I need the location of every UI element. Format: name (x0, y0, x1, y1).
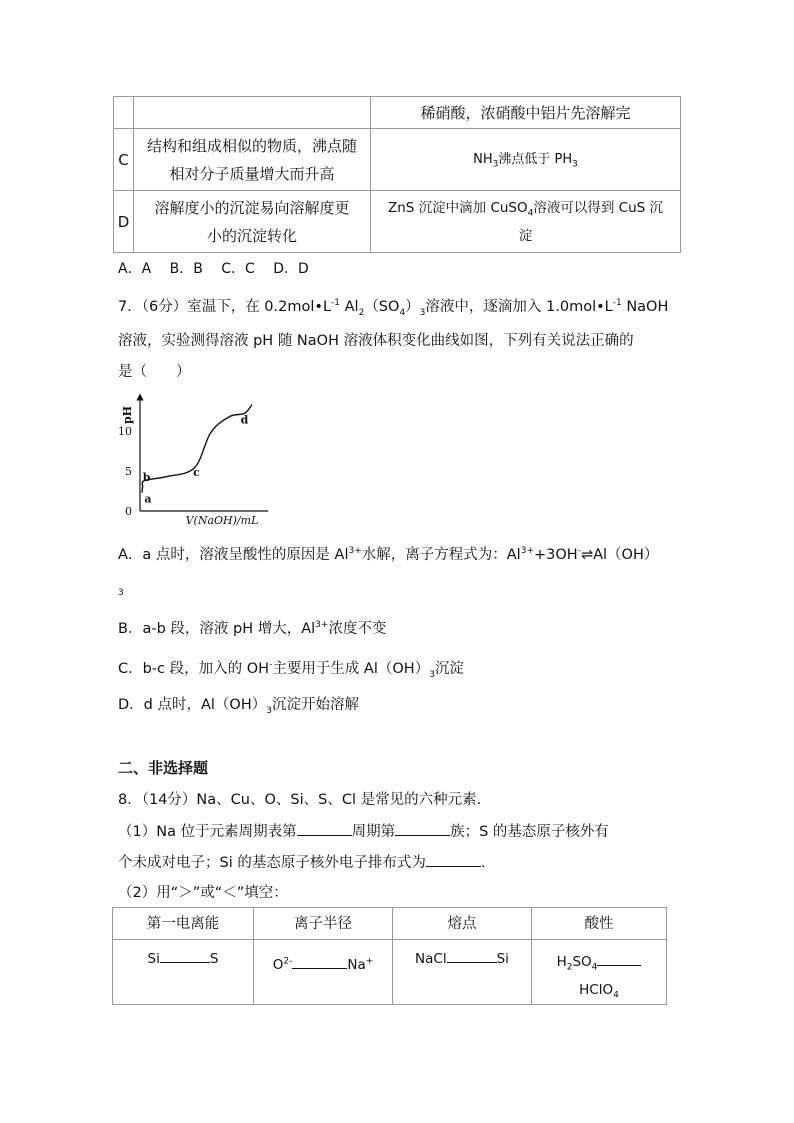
q6-row-d-right: ZnS 沉淀中滴加 CuSO$_4$溶液可以得到 CuS 沉 淀 (371, 191, 681, 253)
point-label-c: c (193, 465, 200, 479)
q6-row-b-right: 稀硝酸，浓硝酸中铝片先溶解完 (371, 97, 681, 129)
q6-row-c-letter: C (114, 129, 134, 191)
answer-blank[interactable] (426, 852, 481, 867)
melting-point-cell: NaCl Si (393, 940, 532, 1005)
table-row (114, 191, 681, 253)
table-row (114, 97, 681, 129)
q6-row-c-mid: 结构和组成相似的物质，沸点随 相对分子质量增大而升高 (134, 129, 371, 191)
q6-row-d-letter: D (114, 191, 134, 253)
answer-blank[interactable] (395, 821, 450, 836)
point-label-a: a (144, 492, 152, 506)
q7-option-c: C．b-c 段，加入的 OH-主要用于生成 $Al(OH)_3$沉淀 (118, 660, 464, 680)
point-label-b: b (142, 471, 151, 484)
ionic-radius-cell: $O^{2-}$ Na+ (254, 940, 393, 1005)
q7-stem-line2: 溶液，实验测得溶液 pH 随 NaOH 溶液体积变化曲线如图，下列有关说法正确的 (118, 333, 634, 349)
q8-part1-line1: （1）Na 位于元素周期表第 周期第 族；S 的基态原子核外有 (118, 821, 609, 842)
answer-blank[interactable] (292, 954, 347, 969)
ionization-cell: Si S (113, 940, 254, 1005)
q7-stem-line3: 是（ ） (118, 364, 191, 380)
q6-row-d-mid: 溶解度小的沉淀易向溶解度更 小的沉淀转化 (134, 191, 371, 253)
y-tick-label: 0 (125, 505, 132, 518)
ph-curve (142, 405, 252, 493)
table-row (113, 940, 667, 1005)
q8-stem: 8．（14分）Na、Cu、O、Si、S、Cl 是常见的六种元素． (118, 792, 492, 808)
y-axis-label: pH (121, 405, 134, 425)
table-row (114, 129, 681, 191)
answer-blank[interactable] (597, 951, 641, 966)
answer-blank[interactable] (160, 948, 210, 963)
table-header-row (113, 908, 667, 940)
point-label-d: d (240, 413, 249, 427)
section-title: 二、非选择题 (118, 759, 209, 777)
q6-row-c-right: $NH_3$沸点低于 $PH_3$ (371, 129, 681, 191)
answer-blank[interactable] (297, 821, 352, 836)
comparison-table (112, 907, 667, 1005)
q7-option-a: A．a 点时，溶液呈酸性的原因是 $Al^{3+}$水解，离子方程式为：$Al^{3+}+3OH^-\rightleftharpoons Al(OH)$ (118, 546, 659, 563)
q7-stem-line1: 7．（6分）室温下，在 $0.2mol•L^{-1}$ $Al_2(SO_4)_3$溶液中，逐滴加入 $1.0mol•L^{-1}$ NaOH (118, 298, 669, 318)
acidity-cell: $H_2SO_4$ HClO$_4$ (532, 940, 667, 1005)
column-header: 第一电离能 (113, 908, 254, 940)
y-tick-label: 5 (125, 465, 132, 478)
q6-options: A．A B．B C．C D．D (118, 261, 309, 277)
q7-option-b: B．a-b 段，溶液 pH 增大，$Al^{3+}$浓度不变 (118, 620, 387, 637)
ph-titration-chart (118, 393, 278, 528)
q6-table (113, 96, 681, 253)
q8-part2: （2）用“＞”或“＜”填空： (118, 885, 288, 901)
column-header: 熔点 (393, 908, 532, 940)
q7-option-a-wrap: 3 (118, 588, 124, 598)
column-header: 离子半径 (254, 908, 393, 940)
q8-part1-line2: 个未成对电子；Si 的基态原子核外电子排布式为 ． (118, 852, 495, 873)
column-header: 酸性 (532, 908, 667, 940)
y-tick-label: 10 (118, 425, 132, 438)
q7-option-d: D．d 点时，$Al(OH)_3$沉淀开始溶解 (118, 697, 359, 716)
answer-blank[interactable] (447, 948, 497, 963)
x-axis-label: V(NaOH)/mL (185, 514, 259, 527)
